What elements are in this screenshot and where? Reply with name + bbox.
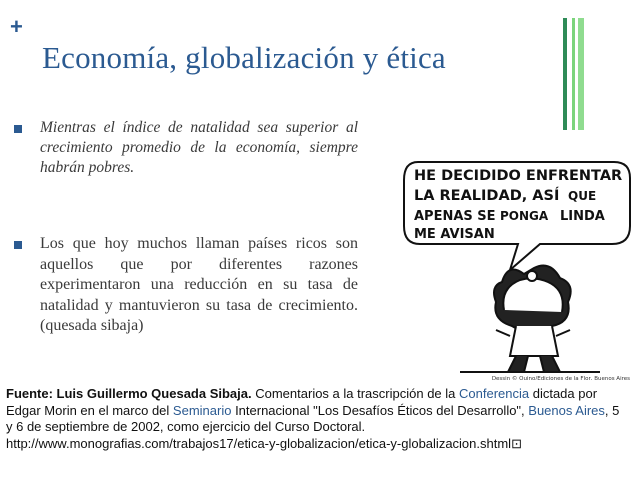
speech-line: LINDA <box>560 209 605 224</box>
source-label: Fuente: Luis Guillermo Quesada Sibaja. <box>6 386 252 401</box>
source-text: dictada por Edgar Morin en el marco del <box>6 386 598 418</box>
accent-bar-medium <box>572 18 575 130</box>
slide-title: Economía, globalización y ética <box>42 40 446 75</box>
link-conferencia[interactable]: Conferencia <box>459 386 530 401</box>
source-text: , 5 y 6 de septiembre de 2002, como ejercicio del Curso Doctoral. http://www.monografias.com/trabajos17/etica-y-globalizacion/etica-y-globalizacion.shtml <box>6 402 620 451</box>
source-citation <box>6 386 626 452</box>
accent-bar-dark <box>563 18 567 130</box>
speech-line: APENAS SE <box>414 209 496 224</box>
link-buenos-aires[interactable]: Buenos Aires <box>528 402 605 418</box>
mafalda-cartoon <box>400 150 636 380</box>
speech-line: LA REALIDAD, ASÍ <box>414 188 560 204</box>
bullet-item <box>14 234 358 337</box>
character-figure <box>460 266 600 372</box>
speech-line: HE DECIDIDO ENFRENTAR <box>414 168 623 184</box>
box-glyph-icon: ⊡ <box>511 435 522 451</box>
bullet-text: Los que hoy muchos llaman países ricos son aquellos que por diferentes razones experimentaron una reducción en su tasa de natalidad y mantuvieron su tasa de crecimiento. (quesada sibaja) <box>40 235 358 334</box>
square-bullet-icon <box>14 241 22 249</box>
source-text: Internacional "Los Desafíos Éticos del Desarrollo", <box>231 402 529 418</box>
speech-line: ME AVISAN <box>414 227 495 242</box>
speech-line: QUE <box>568 189 597 203</box>
bullet-text: Mientras el índice de natalidad sea superior al crecimiento promedio de la economía, siempre habrán pobres. <box>40 119 358 176</box>
accent-bar-light <box>578 18 584 130</box>
source-text: Comentarios a la trascripción de la <box>251 386 459 401</box>
plus-icon: + <box>10 14 23 39</box>
cartoon-credit: Dessin © Quino/Ediciones de la Flor, Buenos Aires <box>491 376 630 380</box>
link-seminario[interactable]: Seminario <box>172 402 232 418</box>
speech-line: PONGA <box>500 209 549 223</box>
square-bullet-icon <box>14 125 22 133</box>
bullet-item <box>14 118 358 178</box>
